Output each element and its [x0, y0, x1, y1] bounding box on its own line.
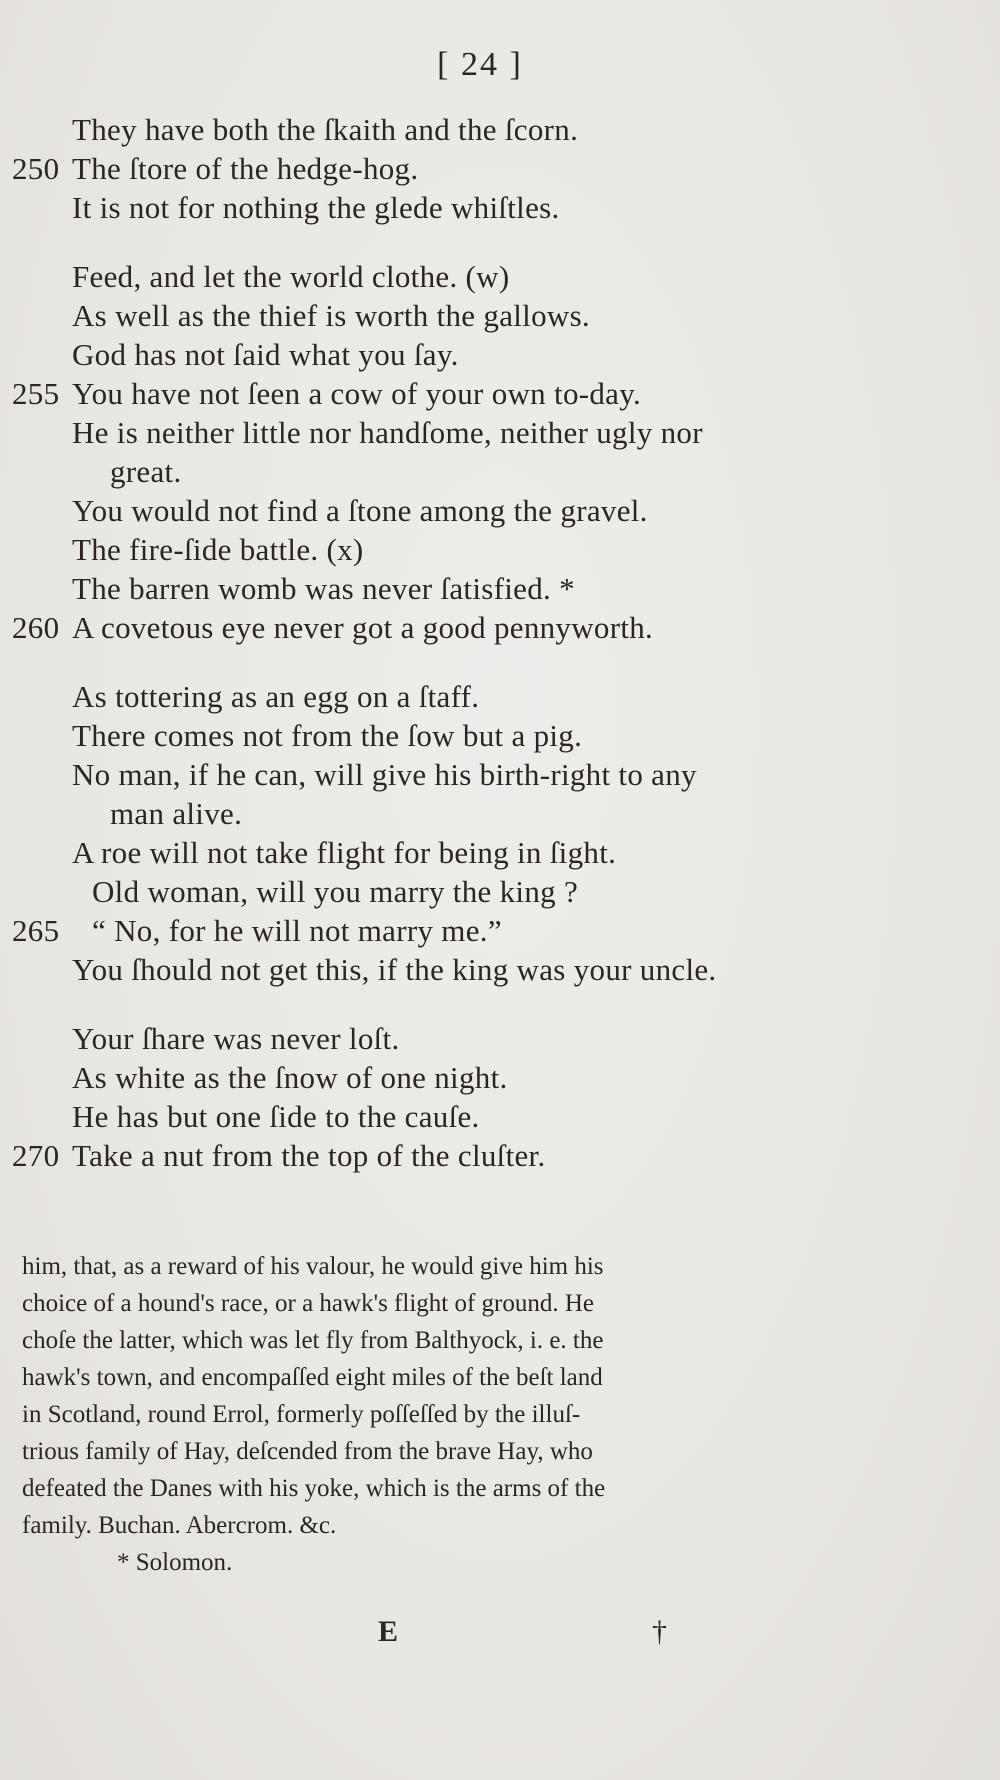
footnote-line: choice of a hound's race, or a hawk's flight of ground. He: [22, 1290, 595, 1317]
proverb-line: [0, 1019, 1000, 1058]
line-number: 250: [12, 151, 60, 186]
proverb-text: No man, if he can, will give his birth-right to any: [72, 757, 697, 792]
proverb-line: [0, 149, 1000, 188]
proverb-text: You have not ſeen a cow of your own to-day.: [72, 376, 642, 411]
stanza-gap: [0, 227, 1000, 257]
footnote-line: defeated the Danes with his yoke, which is the arms of the: [22, 1475, 606, 1502]
proverb-line: [0, 755, 1000, 794]
footnote-block: [22, 1248, 882, 1581]
line-number: 255: [12, 376, 60, 411]
proverb-text: The ſtore of the hedge-hog.: [72, 151, 419, 186]
proverb-line: [0, 188, 1000, 227]
proverb-text: He has but one ſide to the cauſe.: [72, 1099, 480, 1134]
proverb-continuation: [0, 794, 1000, 833]
proverb-line: [0, 1136, 1000, 1175]
proverb-line: [0, 677, 1000, 716]
proverb-text: man alive.: [110, 796, 243, 831]
proverb-continuation: [0, 452, 1000, 491]
proverb-text: The fire-ſide battle. (x): [72, 532, 364, 567]
proverb-text: It is not for nothing the glede whiſtles.: [72, 190, 560, 225]
proverb-text: Old woman, will you marry the king ?: [92, 874, 579, 909]
line-number: 265: [12, 913, 60, 948]
proverb-line: [0, 833, 1000, 872]
proverb-line: [0, 872, 1000, 911]
proverb-line: [0, 569, 1000, 608]
proverb-text: A roe will not take flight for being in ſight.: [72, 835, 617, 870]
proverb-text: As well as the thief is worth the gallows.: [72, 298, 590, 333]
proverb-text: God has not ſaid what you ſay.: [72, 337, 459, 372]
page-number: [ 24 ]: [437, 46, 523, 83]
proverb-line: [0, 1097, 1000, 1136]
proverb-text: You ſhould not get this, if the king was your uncle.: [72, 952, 717, 987]
stanza-gap: [0, 989, 1000, 1019]
proverb-line: [0, 608, 1000, 647]
footnote-line: trious family of Hay, deſcended from the brave Hay, who: [22, 1438, 593, 1465]
proverb-text: He is neither little nor handſome, neither ugly nor: [72, 415, 703, 450]
proverb-text: As tottering as an egg on a ſtaff.: [72, 679, 480, 714]
proverb-text: “ No, for he will not marry me.”: [92, 913, 502, 948]
proverb-line: [0, 716, 1000, 755]
footnote-reference: * Solomon.: [117, 1549, 233, 1576]
proverb-list: [0, 110, 1000, 1175]
proverb-text: As white as the ſnow of one night.: [72, 1060, 508, 1095]
stanza-gap: [0, 647, 1000, 677]
footnote-line: him, that, as a reward of his valour, he would give him his: [22, 1253, 604, 1280]
proverb-line: [0, 110, 1000, 149]
proverb-line: [0, 335, 1000, 374]
footnote-line: choſe the latter, which was let fly from Balthyock, i. e. the: [22, 1327, 604, 1354]
footnote-line: in Scotland, round Errol, formerly poſſeſſed by the illuſ-: [22, 1401, 581, 1428]
line-number: 260: [12, 610, 60, 645]
footnote-line: family. Buchan. Abercrom. &c.: [22, 1512, 337, 1539]
proverb-line: [0, 911, 1000, 950]
line-number: 270: [12, 1138, 60, 1173]
proverb-text: A covetous eye never got a good pennyworth.: [72, 610, 654, 645]
proverb-text: Your ſhare was never loſt.: [72, 1021, 400, 1056]
proverb-text: great.: [110, 454, 182, 489]
signature-mark: E: [378, 1615, 399, 1648]
proverb-text: You would not find a ſtone among the gravel.: [72, 493, 648, 528]
proverb-line: [0, 491, 1000, 530]
proverb-text: There comes not from the ſow but a pig.: [72, 718, 583, 753]
catchword: †: [652, 1615, 667, 1648]
footnote-line: hawk's town, and encompaſſed eight miles of the beſt land: [22, 1364, 603, 1391]
proverb-text: Take a nut from the top of the cluſter.: [72, 1138, 546, 1173]
proverb-line: [0, 950, 1000, 989]
proverb-line: [0, 374, 1000, 413]
proverb-text: They have both the ſkaith and the ſcorn.: [72, 112, 579, 147]
proverb-line: [0, 530, 1000, 569]
proverb-text: The barren womb was never ſatisfied. *: [72, 571, 575, 606]
proverb-line: [0, 296, 1000, 335]
page-footer: [0, 1615, 1000, 1655]
proverb-line: [0, 1058, 1000, 1097]
page-header: [0, 46, 1000, 84]
proverb-line: [0, 257, 1000, 296]
proverb-line: [0, 413, 1000, 452]
proverb-text: Feed, and let the world clothe. (w): [72, 259, 510, 294]
